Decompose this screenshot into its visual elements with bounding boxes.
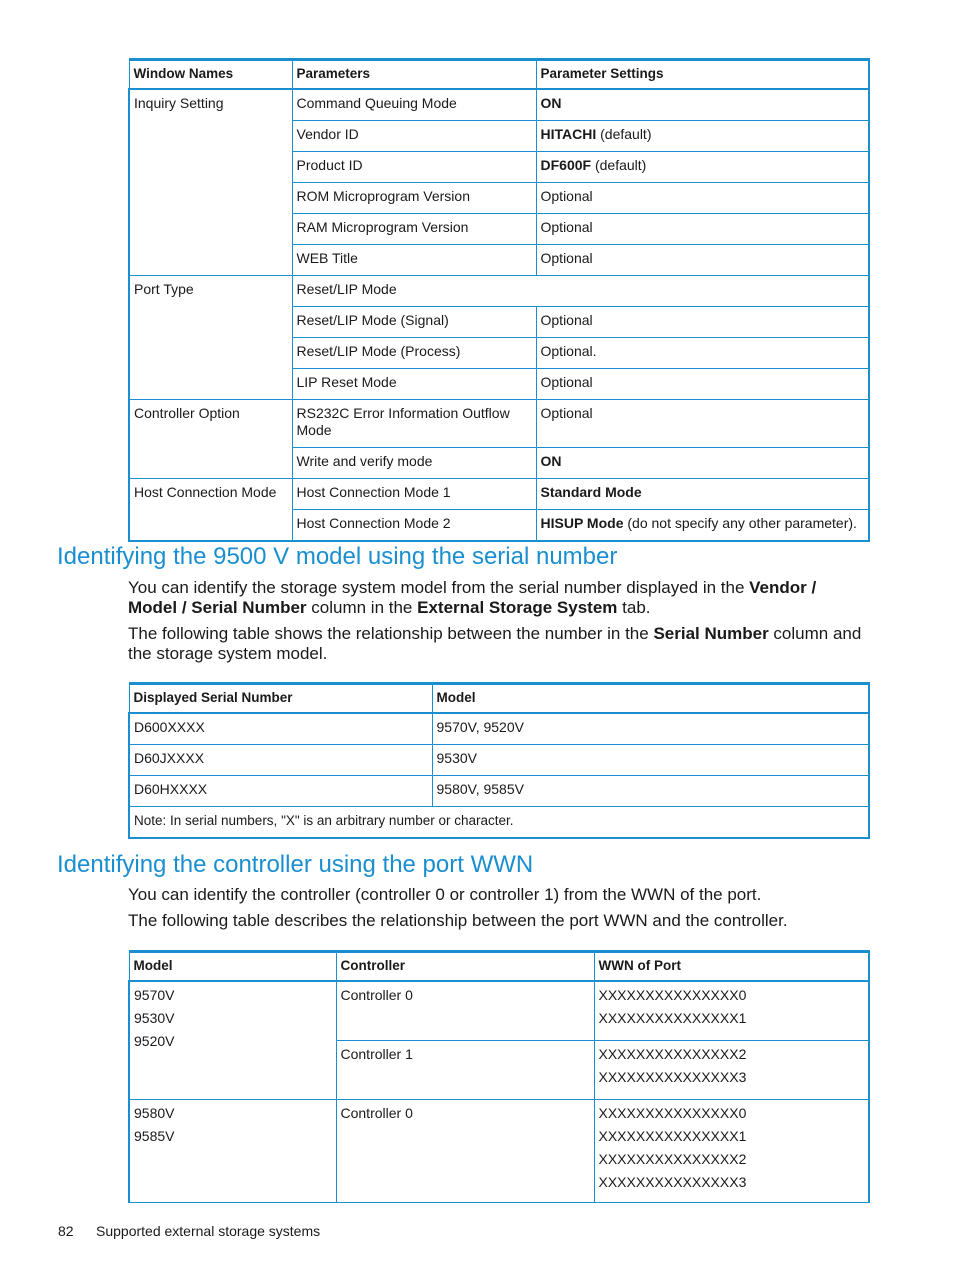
setting-bold: HITACHI <box>540 126 597 142</box>
table-header-row <box>129 684 869 714</box>
bold-term: Vendor / Model / Serial Number <box>128 578 817 617</box>
parameter-cell: Reset/LIP Mode (Process) <box>292 338 536 369</box>
table-row <box>129 1100 869 1203</box>
table-header-row <box>129 952 869 982</box>
setting-cell: Optional. <box>536 338 869 369</box>
wwn-value: XXXXXXXXXXXXXXX0 <box>598 987 747 1003</box>
parameter-cell: ROM Microprogram Version <box>292 183 536 214</box>
model-value: 9520V <box>134 1033 175 1049</box>
model-cell: 9570V, 9520V <box>432 713 869 745</box>
wwn-value: XXXXXXXXXXXXXXX3 <box>598 1174 747 1190</box>
wwn-value: XXXXXXXXXXXXXXX2 <box>598 1151 747 1167</box>
model-value: 9580V <box>134 1105 175 1121</box>
header-parameter-settings: Parameter Settings <box>536 60 869 90</box>
setting-cell: Optional <box>536 400 869 448</box>
setting-cell: Optional <box>536 183 869 214</box>
parameter-cell: Product ID <box>292 152 536 183</box>
text-run: column and the storage system model. <box>128 624 862 663</box>
setting-bold: ON <box>540 95 562 111</box>
text-run: The following table shows the relationship between the number in the <box>128 624 654 643</box>
table-row <box>129 89 869 121</box>
controller-cell: Controller 0 <box>336 981 594 1041</box>
setting-note: (default) <box>596 126 652 142</box>
table-header-row <box>129 60 869 90</box>
paragraph <box>128 578 868 618</box>
setting-cell: Optional <box>536 369 869 400</box>
setting-cell <box>536 479 869 510</box>
controller-cell: Controller 1 <box>336 1041 594 1100</box>
bold-term: External Storage System <box>417 598 618 617</box>
table-row <box>129 276 869 307</box>
text-run: column in the <box>306 598 418 617</box>
model-value: 9570V <box>134 987 175 1003</box>
header-model: Model <box>432 684 869 714</box>
model-cell: 9530V <box>432 745 869 776</box>
text-run: tab. <box>617 598 651 617</box>
table-row <box>129 713 869 745</box>
parameter-cell: Vendor ID <box>292 121 536 152</box>
wwn-value: XXXXXXXXXXXXXXX1 <box>598 1128 747 1144</box>
model-cell <box>129 1100 336 1203</box>
window-name-cell: Host Connection Mode <box>129 479 292 542</box>
section-heading-serial-number: Identifying the 9500 V model using the serial number <box>57 543 618 570</box>
table-row <box>129 745 869 776</box>
wwn-cell <box>594 1100 869 1203</box>
window-name-cell: Controller Option <box>129 400 292 479</box>
port-wwn-table <box>128 950 870 1203</box>
section-heading-port-wwn: Identifying the controller using the port WWN <box>57 851 534 878</box>
bold-term: Serial Number <box>653 624 769 643</box>
table-note: Note: In serial numbers, "X" is an arbitrary number or character. <box>129 807 869 839</box>
setting-cell <box>536 448 869 479</box>
setting-cell <box>536 89 869 121</box>
header-controller: Controller <box>336 952 594 982</box>
table-row <box>129 981 869 1041</box>
table-note-row <box>129 807 869 839</box>
parameter-cell: RAM Microprogram Version <box>292 214 536 245</box>
window-name-cell: Port Type <box>129 276 292 400</box>
parameter-settings-table <box>128 58 870 542</box>
serial-cell: D60HXXXX <box>129 776 432 807</box>
setting-bold: HISUP Mode <box>540 515 624 531</box>
model-cell: 9580V, 9585V <box>432 776 869 807</box>
setting-bold: DF600F <box>540 157 592 173</box>
serial-cell: D60JXXXX <box>129 745 432 776</box>
table-row <box>129 400 869 448</box>
setting-cell: Optional <box>536 307 869 338</box>
wwn-cell <box>594 1041 869 1100</box>
parameter-cell: Reset/LIP Mode <box>292 276 869 307</box>
parameter-cell: Command Queuing Mode <box>292 89 536 121</box>
wwn-value: XXXXXXXXXXXXXXX3 <box>598 1069 747 1085</box>
setting-cell <box>536 152 869 183</box>
serial-number-table <box>128 682 870 839</box>
header-parameters: Parameters <box>292 60 536 90</box>
footer-title: Supported external storage systems <box>96 1223 321 1239</box>
text-run: You can identify the storage system model from the serial number displayed in the <box>128 578 750 597</box>
serial-cell: D600XXXX <box>129 713 432 745</box>
page-footer <box>58 1223 320 1239</box>
parameter-cell: Reset/LIP Mode (Signal) <box>292 307 536 338</box>
setting-bold: ON <box>540 453 562 469</box>
model-cell <box>129 981 336 1100</box>
model-value: 9530V <box>134 1010 175 1026</box>
paragraph: You can identify the controller (controller 0 or controller 1) from the WWN of the port. <box>128 885 762 904</box>
paragraph <box>128 624 868 664</box>
setting-cell: Optional <box>536 245 869 276</box>
page-number: 82 <box>58 1223 74 1239</box>
header-displayed-serial-number: Displayed Serial Number <box>129 684 432 714</box>
wwn-value: XXXXXXXXXXXXXXX2 <box>598 1046 747 1062</box>
header-wwn-of-port: WWN of Port <box>594 952 869 982</box>
setting-cell <box>536 510 869 542</box>
header-model: Model <box>129 952 336 982</box>
setting-cell <box>536 121 869 152</box>
parameter-cell: Host Connection Mode 2 <box>292 510 536 542</box>
header-window-names: Window Names <box>129 60 292 90</box>
wwn-cell <box>594 981 869 1041</box>
setting-note: (default) <box>591 157 647 173</box>
parameter-cell: WEB Title <box>292 245 536 276</box>
setting-cell: Optional <box>536 214 869 245</box>
table-row <box>129 479 869 510</box>
setting-bold: Standard Mode <box>540 484 642 500</box>
controller-cell: Controller 0 <box>336 1100 594 1203</box>
paragraph: The following table describes the relationship between the port WWN and the controller. <box>128 911 788 930</box>
parameter-cell: Write and verify mode <box>292 448 536 479</box>
parameter-cell: LIP Reset Mode <box>292 369 536 400</box>
wwn-value: XXXXXXXXXXXXXXX0 <box>598 1105 747 1121</box>
table-row <box>129 776 869 807</box>
wwn-value: XXXXXXXXXXXXXXX1 <box>598 1010 747 1026</box>
parameter-cell: Host Connection Mode 1 <box>292 479 536 510</box>
model-value: 9585V <box>134 1128 175 1144</box>
parameter-cell: RS232C Error Information Outflow Mode <box>292 400 536 448</box>
setting-note: (do not specify any other parameter). <box>623 515 857 531</box>
window-name-cell: Inquiry Setting <box>129 89 292 276</box>
